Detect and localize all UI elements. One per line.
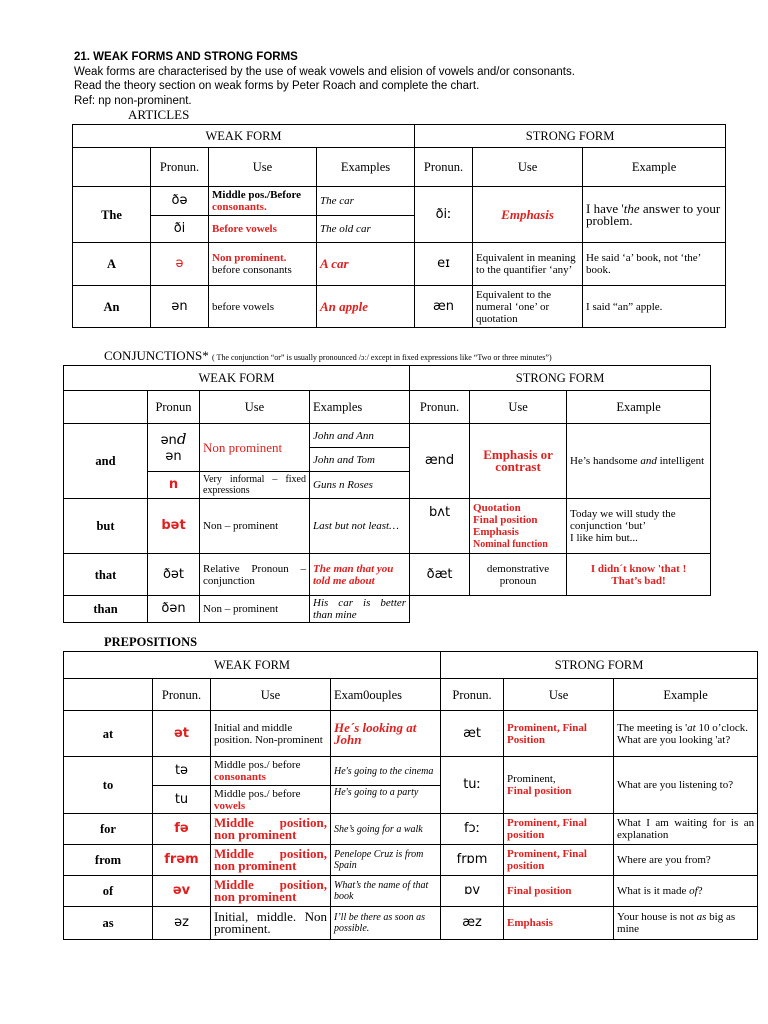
use-from: Middle position, non prominent <box>211 845 331 876</box>
text: 10 o’clock. <box>695 721 748 734</box>
example-for-strong: What I am waiting for is an explanation <box>614 814 758 845</box>
example-that: The man that you told me about <box>310 554 410 596</box>
prepositions-table <box>63 651 758 940</box>
word-to: to <box>64 757 153 814</box>
example-a-strong: He said ‘a’ book, not ‘the’ book. <box>583 243 726 286</box>
ipa-as-weak: əz <box>153 907 211 940</box>
example-that-strong <box>567 554 711 596</box>
use-text: Final position <box>473 514 538 526</box>
col-use-strong: Use <box>470 391 567 424</box>
word-for: for <box>64 814 153 845</box>
blank-cell <box>73 148 151 187</box>
example-of-strong <box>614 876 758 907</box>
conjunctions-title <box>104 348 552 364</box>
use-a-strong: Equivalent in meaning to the quantifier ‘any’ <box>473 243 583 286</box>
ipa-to-strong: tuː <box>441 757 504 814</box>
use-text: Prominent, <box>507 773 556 785</box>
use-text-red: consonants <box>214 771 266 783</box>
ipa-at-strong: æt <box>441 711 504 757</box>
text: intelligent <box>656 455 705 467</box>
col-example-strong: Example <box>583 148 726 187</box>
use-as-strong: Emphasis <box>504 907 614 940</box>
weak-form-header: WEAK FORM <box>64 366 410 391</box>
example-at-strong <box>614 711 758 757</box>
example-and-2: John and Tom <box>310 448 410 472</box>
example-the-1: The car <box>317 187 415 216</box>
col-example-strong: Example <box>567 391 711 424</box>
blank-cell <box>64 679 153 711</box>
use-from-strong: Prominent, Final position <box>504 845 614 876</box>
text: answer to your problem. <box>586 200 721 228</box>
prepositions-title: PREPOSITIONS <box>104 635 198 649</box>
strong-form-header: STRONG FORM <box>415 125 726 148</box>
text: I have <box>586 200 622 216</box>
col-pronun: Pronun. <box>153 679 211 711</box>
use-text: Emphasis <box>473 526 519 538</box>
use-and-3: Very informal – fixed expressions <box>200 472 310 499</box>
col-pronun-strong: Pronun. <box>410 391 470 424</box>
ipa-for-strong: fɔː <box>441 814 504 845</box>
text: I didn´t know 'that ! <box>590 562 687 575</box>
ipa-of-strong: ɒv <box>441 876 504 907</box>
ipa-but-strong: bʌt <box>410 499 470 554</box>
word-as: as <box>64 907 153 940</box>
use-text: Middle pos./Before <box>212 189 302 201</box>
asterisk: * <box>202 348 209 363</box>
ipa-but-weak: bət <box>148 499 200 554</box>
text: at <box>687 721 696 734</box>
use-a <box>209 243 317 286</box>
text: What are you looking 'at? <box>617 733 731 746</box>
use-and-strong: Emphasis or contrast <box>470 424 567 499</box>
use-text: Middle pos./ before <box>214 759 301 771</box>
intro-line-3: Ref: np non-prominent. <box>74 95 192 107</box>
use-text-red: Non prominent. <box>212 252 287 264</box>
ipa-of-weak: əv <box>153 876 211 907</box>
blank-cell <box>64 391 148 424</box>
use-text-red: consonants. <box>212 201 267 213</box>
ipa-the-strong: ðiː <box>415 187 473 243</box>
use-an-strong: Equivalent to the numeral ‘one’ or quotation <box>473 286 583 328</box>
ipa-a-weak: ə <box>151 243 209 286</box>
example-as: I’ll be there as soon as possible. <box>331 907 441 940</box>
text: big as mine <box>617 911 736 935</box>
col-examples: Exam0ouples <box>331 679 441 711</box>
ipa-than-weak: ðən <box>148 596 200 623</box>
ipa-for-weak: fə <box>153 814 211 845</box>
use-the-strong: Emphasis <box>473 187 583 243</box>
use-an: before vowels <box>209 286 317 328</box>
word-and: and <box>64 424 148 499</box>
use-text: Nominal function <box>473 539 548 550</box>
text: That’s bad! <box>611 574 666 587</box>
use-to-strong <box>504 757 614 814</box>
ipa-at-weak: ət <box>153 711 211 757</box>
use-at: Initial and middle position. Non-prominent <box>211 711 331 757</box>
ipa-as-strong: æz <box>441 907 504 940</box>
word-than: than <box>64 596 148 623</box>
example-at: He´s looking at John <box>331 711 441 757</box>
use-as: Initial, middle. Non prominent. <box>211 907 331 940</box>
example-from: Penelope Cruz is from Spain <box>331 845 441 876</box>
use-to-2 <box>211 786 331 814</box>
text: the <box>623 200 640 216</box>
text: ' <box>621 200 624 216</box>
use-text-red: vowels <box>214 799 246 812</box>
col-use: Use <box>200 391 310 424</box>
conjunctions-table <box>63 365 711 623</box>
ipa-text: ən <box>165 448 182 464</box>
example-an: An apple <box>317 286 415 328</box>
empty-area <box>410 596 711 623</box>
use-text: before consonants <box>212 264 292 276</box>
ipa-from-strong: frɒm <box>441 845 504 876</box>
example-a: A car <box>317 243 415 286</box>
example-the-2: The old car <box>317 216 415 243</box>
word-that: that <box>64 554 148 596</box>
ipa-the-weak-1: ðə <box>151 187 209 216</box>
example-but-strong <box>567 499 711 554</box>
col-examples: Examples <box>310 391 410 424</box>
word-from: from <box>64 845 153 876</box>
ipa-and-weak-3: n <box>148 472 200 499</box>
word-an: An <box>73 286 151 328</box>
example-but: Last but not least… <box>310 499 410 554</box>
ipa-an-strong: æn <box>415 286 473 328</box>
example-an-strong: I said “an” apple. <box>583 286 726 328</box>
col-pronun: Pronun. <box>151 148 209 187</box>
use-but: Non – prominent <box>200 499 310 554</box>
use-text-red: Final position <box>507 785 572 797</box>
ipa-and-weak-1 <box>148 424 200 472</box>
col-example-strong: Example <box>614 679 758 711</box>
use-of-strong: Final position <box>504 876 614 907</box>
strong-form-header: STRONG FORM <box>441 652 758 679</box>
use-for-strong: Prominent, Final position <box>504 814 614 845</box>
use-that: Relative Pronoun – conjunction <box>200 554 310 596</box>
text: Today we will study the conjunction ‘but’ <box>570 508 676 532</box>
text: and <box>640 455 657 467</box>
example-from-strong: Where are you from? <box>614 845 758 876</box>
col-examples: Examples <box>317 148 415 187</box>
col-use: Use <box>209 148 317 187</box>
example-the-strong <box>583 187 726 243</box>
use-that-strong: demonstrative pronoun <box>470 554 567 596</box>
word-the: The <box>73 187 151 243</box>
articles-table <box>72 124 726 328</box>
ipa-that-weak: ðət <box>148 554 200 596</box>
ipa-the-weak-2: ði <box>151 216 209 243</box>
document-heading: 21. WEAK FORMS AND STRONG FORMS <box>74 51 298 63</box>
example-to-2: He's going to a party <box>331 786 441 814</box>
col-pronun-strong: Pronun. <box>415 148 473 187</box>
use-at-strong: Prominent, Final Position <box>504 711 614 757</box>
articles-title: ARTICLES <box>128 107 190 122</box>
use-text: Quotation <box>473 502 521 514</box>
ipa-a-strong: eɪ <box>415 243 473 286</box>
use-text: Middle pos./ before <box>214 787 301 800</box>
example-and-strong <box>567 424 711 499</box>
example-and-3: Guns n Roses <box>310 472 410 499</box>
use-for: Middle position, non prominent <box>211 814 331 845</box>
ipa-an-weak: ən <box>151 286 209 328</box>
text: ? <box>697 885 703 897</box>
ipa-text: d <box>176 429 187 448</box>
ipa-from-weak: frəm <box>153 845 211 876</box>
ipa-and-strong: ænd <box>410 424 470 499</box>
word-at: at <box>64 711 153 757</box>
col-use-strong: Use <box>473 148 583 187</box>
col-pronun-strong: Pronun. <box>441 679 504 711</box>
col-use-strong: Use <box>504 679 614 711</box>
ipa-text: ən <box>160 432 177 448</box>
text: Your house is not <box>617 911 697 923</box>
text: I like him but... <box>570 532 638 544</box>
ipa-that-strong: ðæt <box>410 554 470 596</box>
example-to-strong: What are you listening to? <box>614 757 758 814</box>
word-of: of <box>64 876 153 907</box>
example-than: His car is better than mine <box>310 596 410 623</box>
intro-line-1: Weak forms are characterised by the use of weak vowels and elision of vowels and/or consonants. <box>74 66 575 78</box>
weak-form-header: WEAK FORM <box>64 652 441 679</box>
intro-line-2: Read the theory section on weak forms by Peter Roach and complete the chart. <box>74 80 480 92</box>
example-for: She’s going for a walk <box>331 814 441 845</box>
conjunctions-note: ( The conjunction “or” is usually pronounced /ɔː/ except in fixed expressions like “Two or three minutes”) <box>211 353 552 362</box>
use-of: Middle position, non prominent <box>211 876 331 907</box>
use-but-strong <box>470 499 567 554</box>
strong-form-header: STRONG FORM <box>410 366 711 391</box>
use-than: Non – prominent <box>200 596 310 623</box>
use-to-1 <box>211 757 331 786</box>
col-use: Use <box>211 679 331 711</box>
title-text: CONJUNCTIONS <box>104 348 203 363</box>
example-as-strong <box>614 907 758 940</box>
text: The meeting is ' <box>617 721 688 734</box>
use-and-1: Non prominent <box>200 424 310 472</box>
text: What is it made <box>617 885 690 897</box>
example-to-1: He's going to the cinema <box>331 757 441 786</box>
word-a: A <box>73 243 151 286</box>
text: as <box>696 911 707 923</box>
word-but: but <box>64 499 148 554</box>
weak-form-header: WEAK FORM <box>73 125 415 148</box>
example-and-1: John and Ann <box>310 424 410 448</box>
example-of: What’s the name of that book <box>331 876 441 907</box>
text: He’s handsome <box>570 455 641 467</box>
use-the-2: Before vowels <box>209 216 317 243</box>
use-the-1 <box>209 187 317 216</box>
text: of <box>689 885 698 897</box>
col-pronun: Pronun <box>148 391 200 424</box>
ipa-to-weak-1: tə <box>153 757 211 786</box>
ipa-to-weak-2: tu <box>153 786 211 814</box>
